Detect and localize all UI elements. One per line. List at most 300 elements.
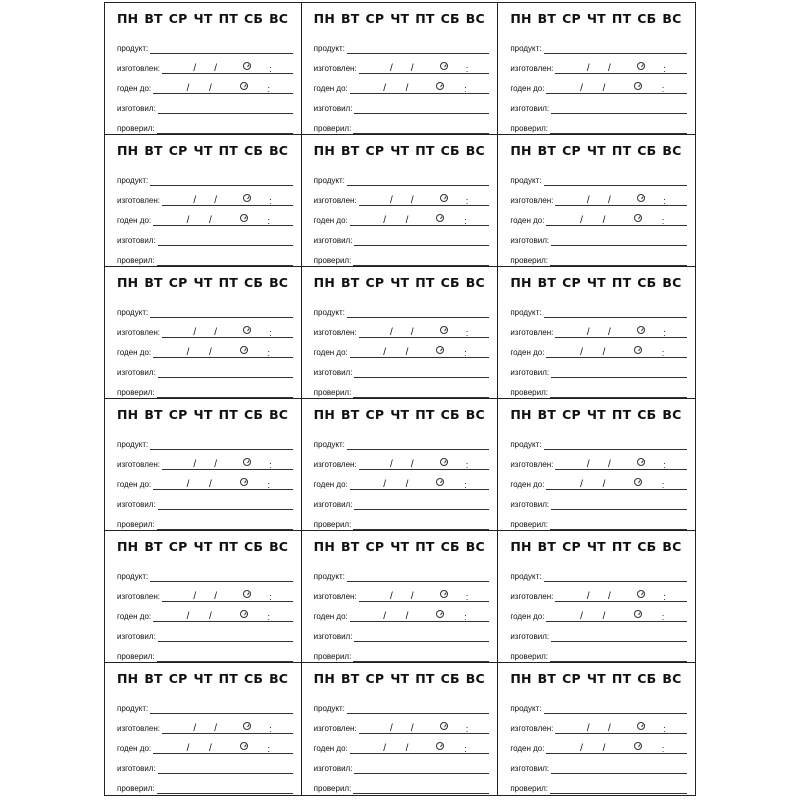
day-sun[interactable]: ВС [269,11,289,26]
day-sat[interactable]: СБ [440,407,460,422]
day-tue[interactable]: ВТ [144,143,163,158]
checked-field[interactable] [157,256,293,266]
day-wed[interactable]: СР [365,11,385,26]
product-field[interactable] [150,308,292,318]
day-sun[interactable]: ВС [662,671,682,686]
product-field[interactable] [347,704,489,714]
day-mon[interactable]: ПН [117,539,139,554]
day-sat[interactable]: СБ [440,11,460,26]
day-fri[interactable]: ПТ [218,539,238,554]
product-field[interactable] [544,44,687,54]
expires-date-field[interactable] [546,84,687,94]
day-wed[interactable]: СР [365,143,385,158]
made-label: изготовлен: [313,328,357,337]
day-wed[interactable]: СР [562,407,581,422]
day-sat[interactable]: СБ [440,143,460,158]
day-mon[interactable]: ПН [117,671,139,686]
made-date-field[interactable] [359,460,490,470]
made-by-field[interactable] [158,104,293,114]
date-slash: / [208,743,212,754]
made-by-field[interactable] [158,764,293,774]
day-sun[interactable]: ВС [269,539,289,554]
day-wed[interactable]: СР [562,539,581,554]
day-wed[interactable]: СР [562,671,581,686]
day-tue[interactable]: ВТ [144,11,163,26]
day-mon[interactable]: ПН [510,539,532,554]
day-sat[interactable]: СБ [637,539,657,554]
clock-icon [440,722,448,730]
day-sun[interactable]: ВС [662,539,682,554]
day-sun[interactable]: ВС [269,143,289,158]
date-slash: / [193,327,197,338]
made-by-field[interactable] [354,500,489,510]
day-tue[interactable]: ВТ [340,143,360,158]
made-by-field[interactable] [354,104,489,114]
checked-row [510,774,687,794]
made-by-field[interactable] [551,764,687,774]
day-thu[interactable]: ЧТ [193,143,213,158]
day-wed[interactable]: СР [365,539,385,554]
expires-label: годен до: [313,612,348,621]
made-by-field[interactable] [551,104,687,114]
date-slash: / [193,459,197,470]
day-wed[interactable]: СР [365,275,385,290]
checked-field[interactable] [157,124,293,134]
checked-field[interactable] [550,256,687,266]
expires-row [510,206,687,226]
date-slash: / [383,479,387,490]
product-field[interactable] [150,572,292,582]
clock-icon [436,742,444,750]
product-field[interactable] [150,704,292,714]
clock-icon [436,214,444,222]
date-slash: / [186,215,190,226]
expires-row [510,74,687,94]
made-by-field[interactable] [354,764,489,774]
day-sat[interactable]: СБ [440,539,460,554]
day-mon[interactable]: ПН [313,671,335,686]
product-label: продукт: [313,44,345,53]
expires-date-field[interactable] [153,84,293,94]
checked-field[interactable] [353,256,489,266]
day-sat[interactable]: СБ [440,671,460,686]
day-sun[interactable]: ВС [269,407,289,422]
checked-field[interactable] [550,388,687,398]
time-colon: : [465,64,469,74]
product-field[interactable] [347,176,489,186]
day-tue[interactable]: ВТ [340,407,360,422]
expires-label: годен до: [313,348,348,357]
day-sun[interactable]: ВС [662,275,682,290]
day-thu[interactable]: ЧТ [390,671,410,686]
day-sat[interactable]: СБ [243,275,264,290]
made-date-field[interactable] [162,196,293,206]
made-by-label: изготовил: [510,104,550,113]
made-by-field[interactable] [158,368,293,378]
day-wed[interactable]: СР [168,407,188,422]
clock-icon [240,742,248,750]
day-tue[interactable]: ВТ [144,671,163,686]
day-tue[interactable]: ВТ [537,407,557,422]
date-slash: / [580,347,583,358]
day-wed[interactable]: СР [168,11,188,26]
checked-field[interactable] [157,784,293,794]
day-fri[interactable]: ПТ [415,539,435,554]
day-sat[interactable]: СБ [637,275,657,290]
clock-icon [243,458,251,466]
made-date-field[interactable] [162,64,293,74]
checked-field[interactable] [550,652,687,662]
made-date-field[interactable] [359,64,490,74]
label-card [105,399,302,531]
day-fri[interactable]: ПТ [611,539,632,554]
checked-label: проверил: [510,784,548,793]
clock-icon [243,62,251,70]
checked-field[interactable] [550,784,687,794]
made-by-field[interactable] [551,500,687,510]
day-mon[interactable]: ПН [510,143,532,158]
date-slash: / [214,195,218,206]
product-field[interactable] [347,572,489,582]
checked-field[interactable] [353,124,489,134]
day-sat[interactable]: СБ [243,539,264,554]
clock-icon [243,326,251,334]
checked-field[interactable] [157,388,293,398]
day-mon[interactable]: ПН [313,11,335,26]
product-row [117,298,293,318]
checked-field[interactable] [157,520,293,530]
day-sat[interactable]: СБ [637,143,657,158]
made-by-field[interactable] [354,236,489,246]
made-date-field[interactable] [555,328,687,338]
made-date-field[interactable] [359,196,490,206]
expires-date-field[interactable] [350,216,490,226]
day-fri[interactable]: ПТ [415,143,435,158]
product-field[interactable] [544,704,687,714]
day-tue[interactable]: ВТ [340,539,360,554]
made-label: изготовлен: [510,328,554,337]
product-field[interactable] [347,308,489,318]
date-slash: / [586,195,590,206]
day-fri[interactable]: ПТ [611,275,632,290]
day-fri[interactable]: ПТ [611,671,632,686]
day-tue[interactable]: ВТ [537,275,557,290]
weekday-row [510,671,687,686]
checked-field[interactable] [353,652,489,662]
day-wed[interactable]: СР [562,11,581,26]
day-sun[interactable]: ВС [465,11,485,26]
day-wed[interactable]: СР [365,407,385,422]
date-slash: / [602,347,606,358]
made-by-field[interactable] [354,632,489,642]
expires-date-field[interactable] [153,348,293,358]
expires-date-field[interactable] [350,744,490,754]
day-fri[interactable]: ПТ [611,143,632,158]
day-wed[interactable]: СР [365,671,385,686]
day-fri[interactable]: ПТ [218,671,238,686]
day-sun[interactable]: ВС [662,11,682,26]
made-by-label: изготовил: [313,632,353,641]
expires-date-field[interactable] [350,84,490,94]
made-by-row [117,226,293,246]
date-slash: / [580,743,583,754]
product-field[interactable] [150,440,292,450]
made-row [314,54,490,74]
time-colon: : [465,460,469,470]
day-thu[interactable]: ЧТ [586,407,606,422]
product-field[interactable] [150,44,292,54]
day-tue[interactable]: ВТ [144,275,163,290]
day-thu[interactable]: ЧТ [586,539,606,554]
day-wed[interactable]: СР [168,275,188,290]
day-mon[interactable]: ПН [313,407,335,422]
label-card [498,399,695,531]
expires-row [314,74,490,94]
day-thu[interactable]: ЧТ [586,275,606,290]
expires-date-field[interactable] [350,612,490,622]
day-thu[interactable]: ЧТ [390,539,410,554]
day-sat[interactable]: СБ [243,11,264,26]
made-row [117,450,293,470]
day-wed[interactable]: СР [562,275,581,290]
made-date-field[interactable] [555,460,687,470]
day-sat[interactable]: СБ [637,671,657,686]
made-by-field[interactable] [158,500,293,510]
checked-row [117,642,293,662]
date-slash: / [390,723,393,734]
made-row [510,714,687,734]
day-fri[interactable]: ПТ [415,407,435,422]
date-slash: / [186,83,190,94]
day-thu[interactable]: ЧТ [193,11,213,26]
day-sun[interactable]: ВС [662,143,682,158]
day-fri[interactable]: ПТ [415,11,435,26]
label-card [302,267,499,399]
day-tue[interactable]: ВТ [537,671,557,686]
expires-date-field[interactable] [546,348,687,358]
day-sun[interactable]: ВС [465,671,485,686]
expires-date-field[interactable] [153,480,293,490]
date-slash: / [405,743,409,754]
day-mon[interactable]: ПН [510,11,532,26]
checked-field[interactable] [157,652,293,662]
made-by-field[interactable] [551,632,687,642]
made-row [510,186,687,206]
day-tue[interactable]: ВТ [340,11,360,26]
weekday-row [314,11,490,26]
date-slash: / [607,723,611,734]
day-sat[interactable]: СБ [637,407,657,422]
made-label: изготовлен: [510,592,554,601]
day-mon[interactable]: ПН [510,275,532,290]
expires-label: годен до: [510,348,545,357]
day-thu[interactable]: ЧТ [586,671,606,686]
clock-icon [634,346,642,354]
product-label: продукт: [313,572,345,581]
made-by-field[interactable] [158,236,293,246]
day-fri[interactable]: ПТ [218,407,238,422]
day-mon[interactable]: ПН [117,143,139,158]
made-date-field[interactable] [555,64,687,74]
product-field[interactable] [544,440,687,450]
expires-row [510,470,687,490]
day-tue[interactable]: ВТ [144,407,163,422]
product-label: продукт: [117,176,149,185]
made-date-field[interactable] [359,328,490,338]
clock-icon [436,610,444,618]
day-wed[interactable]: СР [168,539,188,554]
date-slash: / [390,459,393,470]
day-mon[interactable]: ПН [117,275,139,290]
made-row [510,582,687,602]
expires-label: годен до: [313,84,348,93]
expires-date-field[interactable] [546,480,687,490]
clock-icon [436,346,444,354]
day-thu[interactable]: ЧТ [390,143,410,158]
expires-date-field[interactable] [546,612,687,622]
made-by-label: изготовил: [510,632,550,641]
day-thu[interactable]: ЧТ [586,143,606,158]
expires-date-field[interactable] [350,480,490,490]
day-thu[interactable]: ЧТ [390,407,410,422]
made-date-field[interactable] [555,592,687,602]
day-thu[interactable]: ЧТ [390,275,410,290]
expires-date-field[interactable] [546,216,687,226]
checked-field[interactable] [550,124,687,134]
day-wed[interactable]: СР [562,143,581,158]
product-field[interactable] [150,176,292,186]
day-sun[interactable]: ВС [465,407,485,422]
day-sun[interactable]: ВС [269,671,289,686]
day-thu[interactable]: ЧТ [390,11,410,26]
day-sun[interactable]: ВС [269,275,289,290]
expires-date-field[interactable] [153,612,293,622]
day-sat[interactable]: СБ [440,275,460,290]
day-mon[interactable]: ПН [313,539,335,554]
checked-field[interactable] [550,520,687,530]
checked-field[interactable] [353,388,489,398]
made-by-field[interactable] [354,368,489,378]
day-fri[interactable]: ПТ [611,11,632,26]
made-date-field[interactable] [162,328,293,338]
day-sat[interactable]: СБ [243,143,264,158]
product-row [314,34,490,54]
product-field[interactable] [347,440,489,450]
checked-field[interactable] [353,520,489,530]
time-colon: : [465,196,469,206]
day-thu[interactable]: ЧТ [193,671,213,686]
product-field[interactable] [544,176,687,186]
weekday-row [117,275,293,290]
clock-icon [637,326,645,334]
day-tue[interactable]: ВТ [537,143,557,158]
day-mon[interactable]: ПН [313,143,335,158]
date-slash: / [580,479,583,490]
time-colon: : [661,216,665,226]
product-label: продукт: [510,572,542,581]
day-tue[interactable]: ВТ [144,539,163,554]
day-fri[interactable]: ПТ [218,11,238,26]
product-field[interactable] [347,44,489,54]
day-thu[interactable]: ЧТ [586,11,606,26]
made-by-field[interactable] [551,368,687,378]
day-mon[interactable]: ПН [313,275,335,290]
expires-row [314,206,490,226]
day-sun[interactable]: ВС [465,275,485,290]
time-colon: : [661,348,665,358]
day-mon[interactable]: ПН [510,407,532,422]
made-date-field[interactable] [555,196,687,206]
day-wed[interactable]: СР [168,143,188,158]
made-date-field[interactable] [555,724,687,734]
day-fri[interactable]: ПТ [415,671,435,686]
made-date-field[interactable] [162,592,293,602]
day-fri[interactable]: ПТ [218,143,238,158]
date-slash: / [405,347,409,358]
made-by-field[interactable] [158,632,293,642]
day-sun[interactable]: ВС [465,143,485,158]
date-slash: / [602,479,606,490]
product-field[interactable] [544,308,687,318]
checked-label: проверил: [117,652,155,661]
made-by-label: изготовил: [117,500,156,509]
day-fri[interactable]: ПТ [415,275,435,290]
day-tue[interactable]: ВТ [340,671,360,686]
day-sun[interactable]: ВС [662,407,682,422]
made-label: изготовлен: [510,64,554,73]
made-by-row [510,622,687,642]
day-tue[interactable]: ВТ [537,539,557,554]
day-sun[interactable]: ВС [465,539,485,554]
made-date-field[interactable] [162,724,293,734]
day-mon[interactable]: ПН [510,671,532,686]
checked-field[interactable] [353,784,489,794]
made-date-field[interactable] [359,724,490,734]
date-slash: / [607,591,611,602]
day-mon[interactable]: ПН [117,407,139,422]
day-tue[interactable]: ВТ [537,11,557,26]
expires-row [314,602,490,622]
day-wed[interactable]: СР [168,671,188,686]
day-thu[interactable]: ЧТ [193,275,213,290]
made-by-field[interactable] [551,236,687,246]
date-slash: / [580,215,583,226]
day-fri[interactable]: ПТ [611,407,632,422]
expires-date-field[interactable] [153,744,293,754]
time-colon: : [269,460,272,470]
day-thu[interactable]: ЧТ [193,407,213,422]
day-mon[interactable]: ПН [117,11,139,26]
day-tue[interactable]: ВТ [340,275,360,290]
day-sat[interactable]: СБ [243,407,264,422]
date-slash: / [193,63,197,74]
time-colon: : [464,612,467,622]
day-thu[interactable]: ЧТ [193,539,213,554]
product-field[interactable] [544,572,687,582]
made-date-field[interactable] [359,592,490,602]
made-date-field[interactable] [162,460,293,470]
expires-date-field[interactable] [546,744,687,754]
date-slash: / [383,83,387,94]
expires-date-field[interactable] [350,348,490,358]
checked-row [314,642,490,662]
weekday-row [510,143,687,158]
day-sat[interactable]: СБ [243,671,264,686]
day-sat[interactable]: СБ [637,11,657,26]
product-row [510,166,687,186]
expires-date-field[interactable] [153,216,293,226]
day-fri[interactable]: ПТ [218,275,238,290]
